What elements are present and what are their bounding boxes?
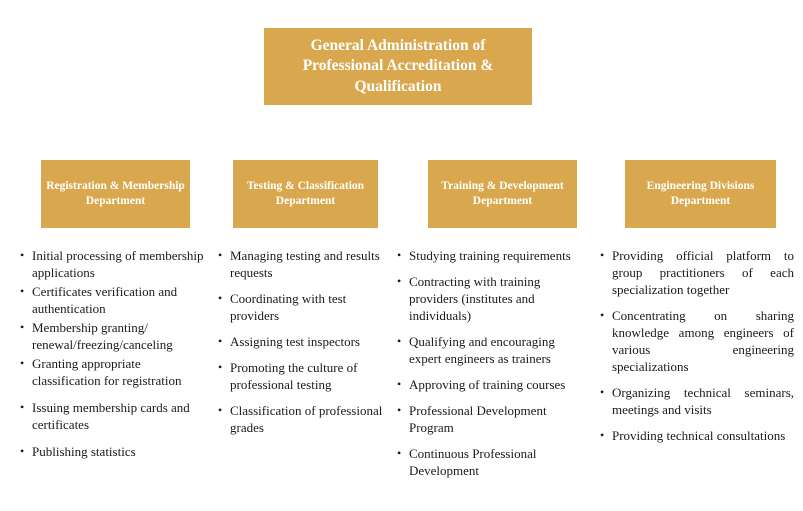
dept-testing-list <box>217 247 385 445</box>
list-item: • Qualifying and encouraging expert engineers as trainers <box>396 333 602 367</box>
list-item: • Granting appropriate classification for registration <box>19 355 211 389</box>
dept-training-list <box>396 247 602 488</box>
list-item: • Contracting with training providers (institutes and individuals) <box>396 273 602 324</box>
list-item: • Initial processing of membership applications <box>19 247 211 281</box>
list-item <box>599 247 794 298</box>
list-item: • Continuous Professional Development <box>396 445 602 479</box>
list-item-text: • Providing technical consultations <box>612 428 786 443</box>
dept-testing-title: Testing & Classification Department <box>246 180 365 207</box>
root-node <box>264 28 532 105</box>
list-item-text: • Providing official platform to group practitioners of each specialization together <box>612 248 794 297</box>
list-item: • Classification of professional grades <box>217 402 385 436</box>
list-item: • Promoting the culture of professional testing <box>217 359 385 393</box>
list-item: • Assigning test inspectors <box>217 333 385 350</box>
dept-registration-list <box>19 247 211 462</box>
list-item <box>599 307 794 375</box>
list-item: • Approving of training courses <box>396 376 602 393</box>
dept-engineering-list <box>599 247 794 453</box>
list-item: • Coordinating with test providers <box>217 290 385 324</box>
list-item: • Professional Development Program <box>396 402 602 436</box>
list-item: • Issuing membership cards and certificates <box>19 399 211 433</box>
list-item-text: • Concentrating on sharing knowledge among engineers of various engineering specializations <box>612 308 794 374</box>
dept-registration-title: Registration & Membership Department <box>46 180 185 207</box>
dept-training-title: Training & Development Department <box>441 180 564 207</box>
list-item: • Studying training requirements <box>396 247 602 264</box>
root-node-title: General Administration of Professional Accreditation & Qualification <box>302 37 494 95</box>
list-item: • Managing testing and results requests <box>217 247 385 281</box>
list-item-text: • Organizing technical seminars, meetings and visits <box>612 385 794 417</box>
dept-testing-node <box>233 160 378 228</box>
list-item: • Membership granting/ renewal/freezing/canceling <box>19 319 211 353</box>
list-item <box>599 427 794 444</box>
dept-training-node <box>428 160 577 228</box>
list-item: • Certificates verification and authentication <box>19 283 211 317</box>
dept-engineering-node <box>625 160 776 228</box>
list-item: • Publishing statistics <box>19 443 211 460</box>
dept-registration-node <box>41 160 190 228</box>
list-item <box>599 384 794 418</box>
dept-engineering-title: Engineering Divisions Department <box>646 180 755 207</box>
